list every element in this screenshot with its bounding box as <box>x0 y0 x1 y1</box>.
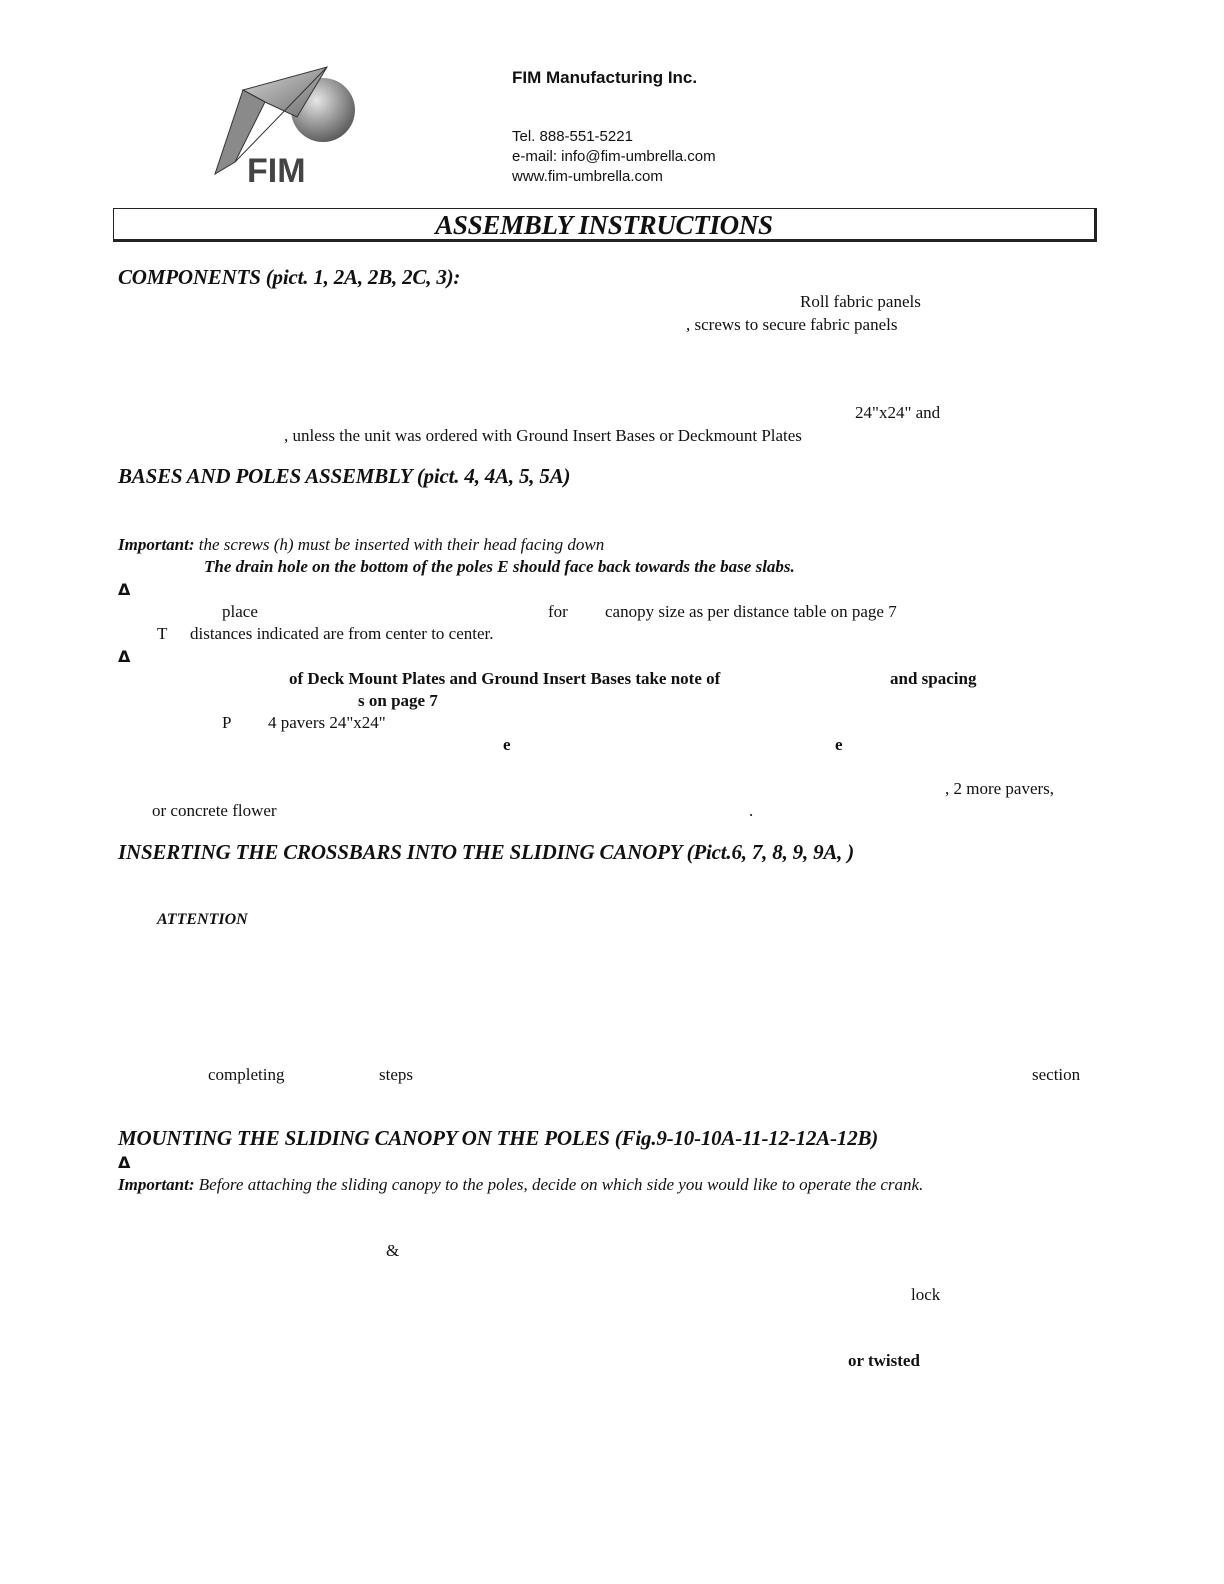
bases-period: . <box>749 801 754 820</box>
components-line1: Roll fabric panels <box>800 292 921 311</box>
delta-icon: Δ <box>118 647 131 666</box>
bases-and-spacing: and spacing <box>890 669 977 688</box>
mounting-important-text: Before attaching the sliding canopy to the poles, decide on which side you would like to operate the crank. <box>194 1175 924 1194</box>
company-website[interactable]: www.fim-umbrella.com <box>512 168 663 185</box>
bases-on-page: s on page 7 <box>358 691 438 710</box>
components-line4: , unless the unit was ordered with Ground Insert Bases or Deckmount Plates <box>284 426 802 445</box>
bases-place: place <box>222 602 258 621</box>
drain-note: The drain hole on the bottom of the poles E should face back towards the base slabs. <box>204 557 795 576</box>
company-phone: Tel. 888-551-5221 <box>512 128 633 145</box>
title-box <box>113 208 1097 242</box>
bases-for: for <box>548 602 568 621</box>
logo-text: FIM <box>247 152 306 190</box>
mounting-important <box>118 1175 923 1195</box>
company-email[interactable]: e-mail: info@fim-umbrella.com <box>512 148 716 165</box>
components-heading: COMPONENTS (pict. 1, 2A, 2B, 2C, 3): <box>118 265 461 289</box>
bases-heading: BASES AND POLES ASSEMBLY (pict. 4, 4A, 5, 5A) <box>118 464 571 488</box>
bases-more-pavers: , 2 more pavers, <box>945 779 1055 798</box>
bases-canopy-size: canopy size as per distance table on page 7 <box>605 602 897 621</box>
bases-pavers: 4 pavers 24"x24" <box>268 713 386 732</box>
crossbars-attention: ATTENTION <box>157 911 248 928</box>
bases-important <box>118 535 604 555</box>
mounting-heading: MOUNTING THE SLIDING CANOPY ON THE POLES (Fig.9-10-10A-11-12-12A-12B) <box>118 1126 879 1150</box>
delta-icon: Δ <box>118 580 131 599</box>
bases-e1: e <box>503 735 511 754</box>
components-line2: , screws to secure fabric panels <box>686 315 898 334</box>
bases-flower: or concrete flower <box>152 801 277 820</box>
page-title: ASSEMBLY INSTRUCTIONS <box>435 210 773 240</box>
bases-e2: e <box>835 735 843 754</box>
company-name: FIM Manufacturing Inc. <box>512 68 698 87</box>
crossbars-section: section <box>1032 1065 1081 1084</box>
mounting-lock: lock <box>911 1285 941 1304</box>
crossbars-heading: INSERTING THE CROSSBARS INTO THE SLIDING CANOPY (Pict.6, 7, 8, 9, 9A, ) <box>118 840 855 864</box>
bases-important-label: Important: <box>118 535 195 554</box>
crossbars-completing: completing <box>208 1065 285 1084</box>
bases-t: T <box>157 624 168 643</box>
bases-deck-mount: of Deck Mount Plates and Ground Insert Bases take note of <box>289 669 721 688</box>
mounting-twisted: or twisted <box>848 1351 920 1370</box>
bases-distances: distances indicated are from center to center. <box>190 624 494 643</box>
mounting-important-label: Important: <box>118 1175 195 1194</box>
bases-important-text: the screws (h) must be inserted with their head facing down <box>194 535 605 554</box>
mounting-amp: & <box>386 1241 400 1260</box>
components-line3: 24"x24" and <box>855 403 941 422</box>
crossbars-steps: steps <box>379 1065 413 1084</box>
bases-p: P <box>222 713 232 732</box>
delta-icon: Δ <box>118 1153 131 1172</box>
company-logo <box>205 62 365 192</box>
